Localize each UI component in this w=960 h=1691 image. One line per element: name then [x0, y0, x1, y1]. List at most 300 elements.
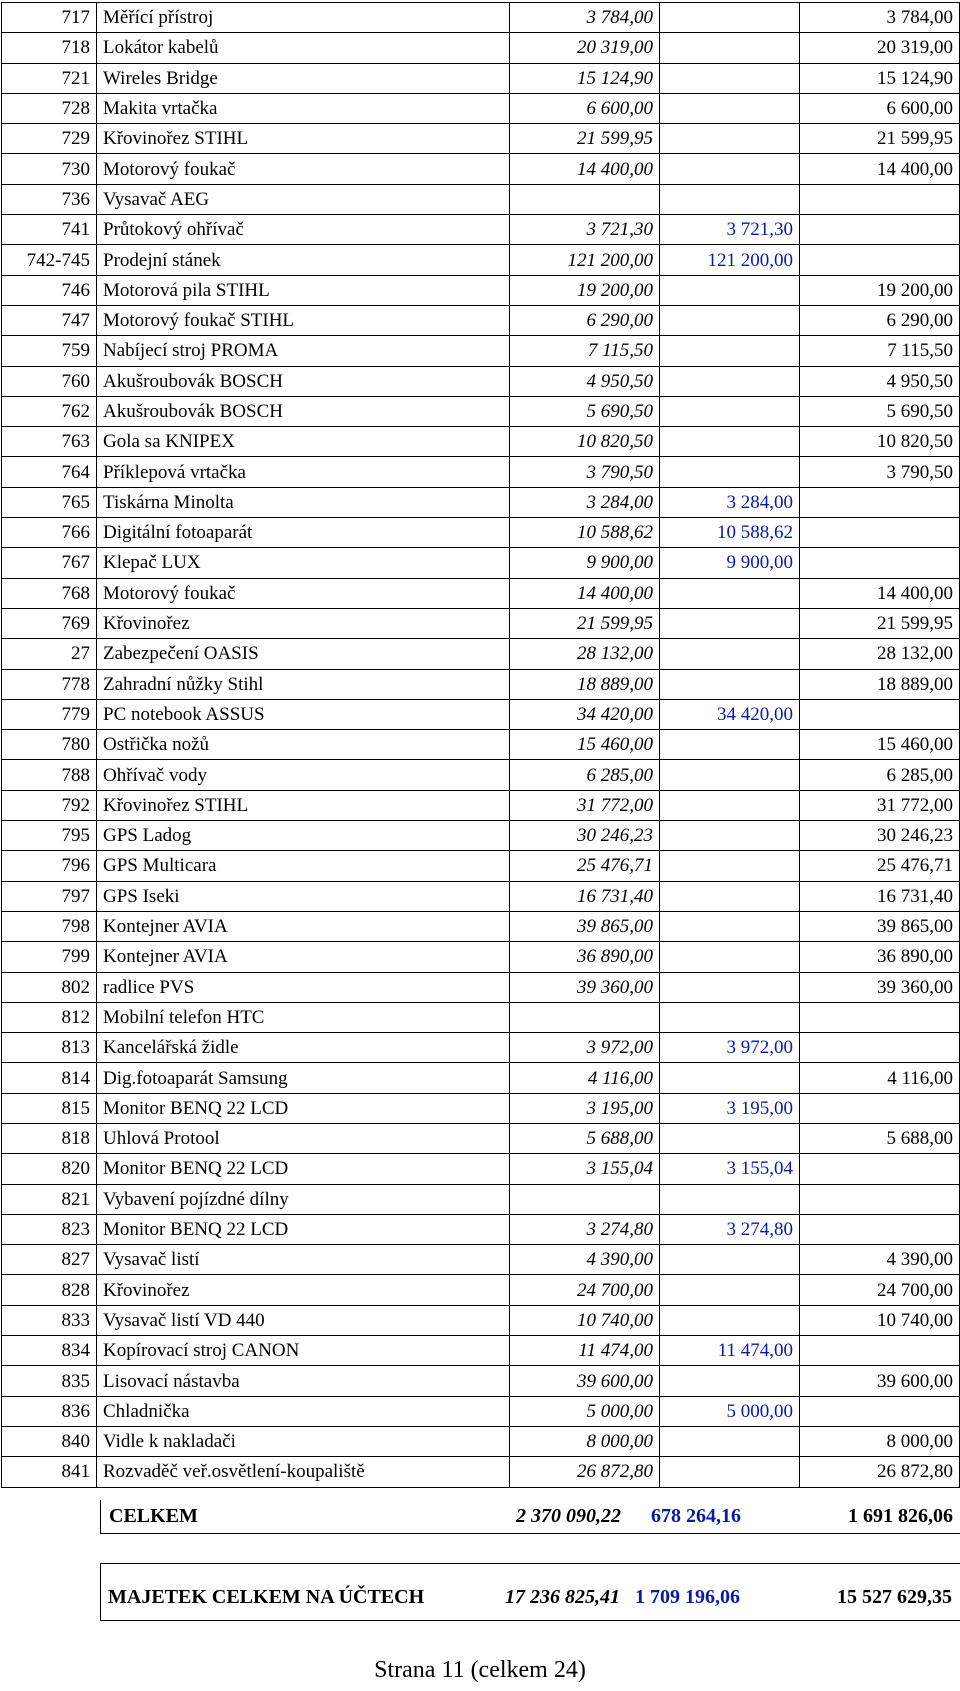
value-blue: 3 195,00: [660, 1093, 800, 1123]
table-row: [2, 1305, 960, 1335]
item-name: Vybavení pojízdné dílny: [97, 1184, 510, 1214]
item-name: Křovinořez: [97, 608, 510, 638]
table-row: [2, 1396, 960, 1426]
grand-total-value-2: 1 709 196,06: [635, 1586, 740, 1608]
inventory-number: 827: [2, 1245, 97, 1275]
asset-table: [1, 2, 960, 1488]
value-blue: [660, 1305, 800, 1335]
item-name: GPS Ladog: [97, 821, 510, 851]
value-right: [800, 1336, 960, 1366]
value-total: 21 599,95: [510, 608, 660, 638]
inventory-number: 792: [2, 790, 97, 820]
value-total: 3 155,04: [510, 1154, 660, 1184]
value-total: 18 889,00: [510, 669, 660, 699]
item-name: Ostřička nožů: [97, 730, 510, 760]
value-total: 25 476,71: [510, 851, 660, 881]
value-total: 10 740,00: [510, 1305, 660, 1335]
value-total: 15 460,00: [510, 730, 660, 760]
item-name: Kontejner AVIA: [97, 911, 510, 941]
total-row: [100, 1500, 960, 1534]
value-right: 31 772,00: [800, 790, 960, 820]
value-right: 15 460,00: [800, 730, 960, 760]
value-right: 21 599,95: [800, 124, 960, 154]
item-name: Rozvaděč veř.osvětlení-koupaliště: [97, 1457, 510, 1487]
value-blue: [660, 184, 800, 214]
inventory-number: 834: [2, 1336, 97, 1366]
value-total: [510, 1184, 660, 1214]
item-name: Gola sa KNIPEX: [97, 427, 510, 457]
value-blue: [660, 366, 800, 396]
item-name: Motorová pila STIHL: [97, 275, 510, 305]
inventory-number: 27: [2, 639, 97, 669]
value-right: [800, 518, 960, 548]
value-right: 21 599,95: [800, 608, 960, 638]
value-total: 3 721,30: [510, 215, 660, 245]
inventory-number: 815: [2, 1093, 97, 1123]
item-name: Příklepová vrtačka: [97, 457, 510, 487]
inventory-number: 821: [2, 1184, 97, 1214]
item-name: Dig.fotoaparát Samsung: [97, 1063, 510, 1093]
table-row: [2, 275, 960, 305]
table-row: [2, 730, 960, 760]
value-blue: [660, 63, 800, 93]
value-blue: 121 200,00: [660, 245, 800, 275]
inventory-number: 730: [2, 154, 97, 184]
value-right: 3 784,00: [800, 3, 960, 33]
table-row: [2, 790, 960, 820]
inventory-number: 796: [2, 851, 97, 881]
value-right: [800, 215, 960, 245]
table-row: [2, 1184, 960, 1214]
value-blue: 3 972,00: [660, 1033, 800, 1063]
inventory-number: 721: [2, 63, 97, 93]
item-name: Wireles Bridge: [97, 63, 510, 93]
item-name: Ohřívač vody: [97, 760, 510, 790]
table-row: [2, 1154, 960, 1184]
inventory-number: 820: [2, 1154, 97, 1184]
table-row: [2, 760, 960, 790]
grand-total-row: [100, 1580, 960, 1614]
value-total: 6 285,00: [510, 760, 660, 790]
item-name: Vysavač listí VD 440: [97, 1305, 510, 1335]
value-right: [800, 1154, 960, 1184]
value-total: 3 790,50: [510, 457, 660, 487]
table-row: [2, 669, 960, 699]
value-right: 14 400,00: [800, 154, 960, 184]
table-row: [2, 578, 960, 608]
inventory-number: 767: [2, 548, 97, 578]
value-right: [800, 1033, 960, 1063]
inventory-number: 813: [2, 1033, 97, 1063]
value-blue: 3 721,30: [660, 215, 800, 245]
value-total: 5 688,00: [510, 1123, 660, 1153]
value-right: 7 115,50: [800, 336, 960, 366]
value-right: 30 246,23: [800, 821, 960, 851]
value-right: [800, 487, 960, 517]
item-name: Tiskárna Minolta: [97, 487, 510, 517]
value-total: 3 274,80: [510, 1214, 660, 1244]
table-row: [2, 1245, 960, 1275]
inventory-number: 759: [2, 336, 97, 366]
value-total: 39 360,00: [510, 972, 660, 1002]
value-blue: [660, 93, 800, 123]
item-name: Digitální fotoaparát: [97, 518, 510, 548]
value-blue: [660, 154, 800, 184]
inventory-number: 835: [2, 1366, 97, 1396]
value-blue: 3 155,04: [660, 1154, 800, 1184]
value-right: 39 600,00: [800, 1366, 960, 1396]
inventory-number: 763: [2, 427, 97, 457]
value-right: [800, 1214, 960, 1244]
grand-total-value-3: 15 527 629,35: [837, 1586, 952, 1608]
value-blue: [660, 881, 800, 911]
page-footer: Strana 11 (celkem 24): [374, 1657, 586, 1683]
value-total: 34 420,00: [510, 699, 660, 729]
value-blue: 11 474,00: [660, 1336, 800, 1366]
item-name: Chladnička: [97, 1396, 510, 1426]
inventory-number: 833: [2, 1305, 97, 1335]
value-total: [510, 1002, 660, 1032]
value-blue: [660, 275, 800, 305]
value-total: 14 400,00: [510, 154, 660, 184]
item-name: Zahradní nůžky Stihl: [97, 669, 510, 699]
value-right: [800, 1093, 960, 1123]
value-right: 36 890,00: [800, 942, 960, 972]
value-right: 5 688,00: [800, 1123, 960, 1153]
table-row: [2, 1123, 960, 1153]
value-total: 19 200,00: [510, 275, 660, 305]
table-row: [2, 305, 960, 335]
value-total: 39 600,00: [510, 1366, 660, 1396]
item-name: Uhlová Protool: [97, 1123, 510, 1153]
value-right: [800, 184, 960, 214]
value-right: 19 200,00: [800, 275, 960, 305]
inventory-number: 766: [2, 518, 97, 548]
item-name: Monitor BENQ 22 LCD: [97, 1154, 510, 1184]
table-row: [2, 972, 960, 1002]
value-right: 6 285,00: [800, 760, 960, 790]
item-name: Klepač LUX: [97, 548, 510, 578]
value-right: [800, 548, 960, 578]
value-right: 39 865,00: [800, 911, 960, 941]
value-right: 26 872,80: [800, 1457, 960, 1487]
item-name: Průtokový ohřívač: [97, 215, 510, 245]
value-right: 3 790,50: [800, 457, 960, 487]
table-row: [2, 548, 960, 578]
inventory-number: 788: [2, 760, 97, 790]
table-row: [2, 1033, 960, 1063]
table-row: [2, 1336, 960, 1366]
inventory-number: 802: [2, 972, 97, 1002]
value-blue: [660, 851, 800, 881]
value-total: 4 950,50: [510, 366, 660, 396]
inventory-number: 799: [2, 942, 97, 972]
value-blue: [660, 972, 800, 1002]
table-row: [2, 457, 960, 487]
value-blue: [660, 821, 800, 851]
value-blue: [660, 639, 800, 669]
value-right: [800, 699, 960, 729]
item-name: Kopírovací stroj CANON: [97, 1336, 510, 1366]
value-right: 4 950,50: [800, 366, 960, 396]
total-label: CELKEM: [109, 1505, 198, 1527]
value-total: 10 588,62: [510, 518, 660, 548]
value-right: 25 476,71: [800, 851, 960, 881]
value-total: 9 900,00: [510, 548, 660, 578]
inventory-number: 828: [2, 1275, 97, 1305]
table-row: [2, 93, 960, 123]
item-name: Vysavač listí: [97, 1245, 510, 1275]
value-blue: [660, 3, 800, 33]
value-right: 10 820,50: [800, 427, 960, 457]
table-row: [2, 63, 960, 93]
value-total: 3 195,00: [510, 1093, 660, 1123]
value-total: 15 124,90: [510, 63, 660, 93]
total-value-1: 2 370 090,22: [516, 1505, 621, 1527]
item-name: Kancelářská židle: [97, 1033, 510, 1063]
item-name: Akušroubovák BOSCH: [97, 396, 510, 426]
inventory-number: 780: [2, 730, 97, 760]
value-right: 39 360,00: [800, 972, 960, 1002]
inventory-number: 768: [2, 578, 97, 608]
table-row: [2, 124, 960, 154]
value-total: 30 246,23: [510, 821, 660, 851]
item-name: Lokátor kabelů: [97, 33, 510, 63]
value-total: 7 115,50: [510, 336, 660, 366]
value-total: 10 820,50: [510, 427, 660, 457]
value-blue: [660, 336, 800, 366]
table-row: [2, 608, 960, 638]
item-name: Motorový foukač: [97, 578, 510, 608]
value-total: 6 290,00: [510, 305, 660, 335]
table-row: [2, 1457, 960, 1487]
value-blue: [660, 669, 800, 699]
value-total: 28 132,00: [510, 639, 660, 669]
inventory-number: 717: [2, 3, 97, 33]
asset-table-body: [2, 3, 960, 1488]
item-name: Akušroubovák BOSCH: [97, 366, 510, 396]
table-row: [2, 1063, 960, 1093]
inventory-number: 841: [2, 1457, 97, 1487]
value-blue: [660, 1275, 800, 1305]
value-total: 16 731,40: [510, 881, 660, 911]
item-name: Lisovací nástavba: [97, 1366, 510, 1396]
inventory-number: 797: [2, 881, 97, 911]
value-right: [800, 1002, 960, 1032]
value-blue: 10 588,62: [660, 518, 800, 548]
value-blue: 5 000,00: [660, 1396, 800, 1426]
value-blue: [660, 790, 800, 820]
value-right: 28 132,00: [800, 639, 960, 669]
inventory-number: 747: [2, 305, 97, 335]
value-blue: [660, 1457, 800, 1487]
value-right: 24 700,00: [800, 1275, 960, 1305]
table-row: [2, 518, 960, 548]
inventory-number: 729: [2, 124, 97, 154]
value-blue: 3 274,80: [660, 1214, 800, 1244]
value-blue: [660, 911, 800, 941]
item-name: Motorový foukač: [97, 154, 510, 184]
value-right: [800, 1396, 960, 1426]
value-blue: [660, 124, 800, 154]
item-name: Prodejní stánek: [97, 245, 510, 275]
item-name: GPS Iseki: [97, 881, 510, 911]
item-name: PC notebook ASSUS: [97, 699, 510, 729]
item-name: Křovinořez STIHL: [97, 124, 510, 154]
inventory-number: 728: [2, 93, 97, 123]
value-total: 5 690,50: [510, 396, 660, 426]
inventory-number: 760: [2, 366, 97, 396]
value-total: 8 000,00: [510, 1426, 660, 1456]
value-total: 3 784,00: [510, 3, 660, 33]
item-name: Zabezpečení OASIS: [97, 639, 510, 669]
value-blue: [660, 305, 800, 335]
item-name: Křovinořez STIHL: [97, 790, 510, 820]
value-right: 6 290,00: [800, 305, 960, 335]
table-row: [2, 1366, 960, 1396]
value-right: 6 600,00: [800, 93, 960, 123]
table-row: [2, 245, 960, 275]
inventory-number: 741: [2, 215, 97, 245]
item-name: Nabíjecí stroj PROMA: [97, 336, 510, 366]
inventory-number: 840: [2, 1426, 97, 1456]
value-blue: [660, 578, 800, 608]
table-row: [2, 1275, 960, 1305]
item-name: Měřící přístroj: [97, 3, 510, 33]
value-total: 14 400,00: [510, 578, 660, 608]
item-name: Vidle k nakladači: [97, 1426, 510, 1456]
total-value-3: 1 691 826,06: [848, 1505, 953, 1527]
inventory-number: 746: [2, 275, 97, 305]
value-right: 14 400,00: [800, 578, 960, 608]
value-total: 11 474,00: [510, 1336, 660, 1366]
table-row: [2, 821, 960, 851]
value-right: 15 124,90: [800, 63, 960, 93]
value-right: 18 889,00: [800, 669, 960, 699]
value-total: 26 872,80: [510, 1457, 660, 1487]
inventory-number: 765: [2, 487, 97, 517]
value-blue: [660, 1184, 800, 1214]
grand-total-value-1: 17 236 825,41: [505, 1586, 620, 1608]
item-name: Vysavač AEG: [97, 184, 510, 214]
inventory-number: 779: [2, 699, 97, 729]
inventory-number: 814: [2, 1063, 97, 1093]
table-row: [2, 1093, 960, 1123]
value-blue: [660, 1063, 800, 1093]
item-name: Monitor BENQ 22 LCD: [97, 1093, 510, 1123]
total-value-2: 678 264,16: [651, 1505, 741, 1527]
value-blue: [660, 730, 800, 760]
value-total: 20 319,00: [510, 33, 660, 63]
inventory-number: 778: [2, 669, 97, 699]
table-row: [2, 1214, 960, 1244]
value-total: 21 599,95: [510, 124, 660, 154]
table-row: [2, 215, 960, 245]
item-name: Motorový foukač STIHL: [97, 305, 510, 335]
table-row: [2, 639, 960, 669]
value-right: 10 740,00: [800, 1305, 960, 1335]
inventory-number: 769: [2, 608, 97, 638]
table-row: [2, 366, 960, 396]
value-blue: [660, 1245, 800, 1275]
value-blue: [660, 760, 800, 790]
value-total: 3 972,00: [510, 1033, 660, 1063]
table-row: [2, 699, 960, 729]
item-name: GPS Multicara: [97, 851, 510, 881]
table-row: [2, 881, 960, 911]
value-right: 20 319,00: [800, 33, 960, 63]
value-blue: [660, 457, 800, 487]
inventory-number: 795: [2, 821, 97, 851]
value-blue: [660, 942, 800, 972]
table-row: [2, 336, 960, 366]
table-row: [2, 3, 960, 33]
grand-total-label: MAJETEK CELKEM NA ÚČTECH: [108, 1586, 425, 1608]
table-row: [2, 184, 960, 214]
value-blue: [660, 396, 800, 426]
inventory-number: 736: [2, 184, 97, 214]
item-name: Mobilní telefon HTC: [97, 1002, 510, 1032]
value-blue: [660, 608, 800, 638]
value-total: 6 600,00: [510, 93, 660, 123]
item-name: Monitor BENQ 22 LCD: [97, 1214, 510, 1244]
value-blue: 3 284,00: [660, 487, 800, 517]
inventory-number: 798: [2, 911, 97, 941]
inventory-number: 762: [2, 396, 97, 426]
value-total: 5 000,00: [510, 1396, 660, 1426]
value-total: 31 772,00: [510, 790, 660, 820]
value-right: 8 000,00: [800, 1426, 960, 1456]
table-row: [2, 427, 960, 457]
inventory-number: 742-745: [2, 245, 97, 275]
value-total: 3 284,00: [510, 487, 660, 517]
value-right: 16 731,40: [800, 881, 960, 911]
item-name: Kontejner AVIA: [97, 942, 510, 972]
inventory-number: 836: [2, 1396, 97, 1426]
value-total: 121 200,00: [510, 245, 660, 275]
item-name: Křovinořez: [97, 1275, 510, 1305]
value-right: [800, 245, 960, 275]
value-blue: [660, 427, 800, 457]
value-total: 39 865,00: [510, 911, 660, 941]
table-row: [2, 1426, 960, 1456]
value-blue: 9 900,00: [660, 548, 800, 578]
inventory-number: 764: [2, 457, 97, 487]
value-blue: [660, 1002, 800, 1032]
table-row: [2, 487, 960, 517]
value-blue: [660, 1366, 800, 1396]
value-right: 4 116,00: [800, 1063, 960, 1093]
inventory-number: 818: [2, 1123, 97, 1153]
inventory-number: 718: [2, 33, 97, 63]
value-right: 4 390,00: [800, 1245, 960, 1275]
table-row: [2, 942, 960, 972]
table-row: [2, 911, 960, 941]
item-name: radlice PVS: [97, 972, 510, 1002]
value-blue: [660, 1426, 800, 1456]
value-total: 4 390,00: [510, 1245, 660, 1275]
value-blue: 34 420,00: [660, 699, 800, 729]
value-total: 4 116,00: [510, 1063, 660, 1093]
table-row: [2, 396, 960, 426]
value-blue: [660, 1123, 800, 1153]
value-right: 5 690,50: [800, 396, 960, 426]
inventory-number: 812: [2, 1002, 97, 1032]
value-total: [510, 184, 660, 214]
item-name: Makita vrtačka: [97, 93, 510, 123]
inventory-number: 823: [2, 1214, 97, 1244]
table-row: [2, 1002, 960, 1032]
